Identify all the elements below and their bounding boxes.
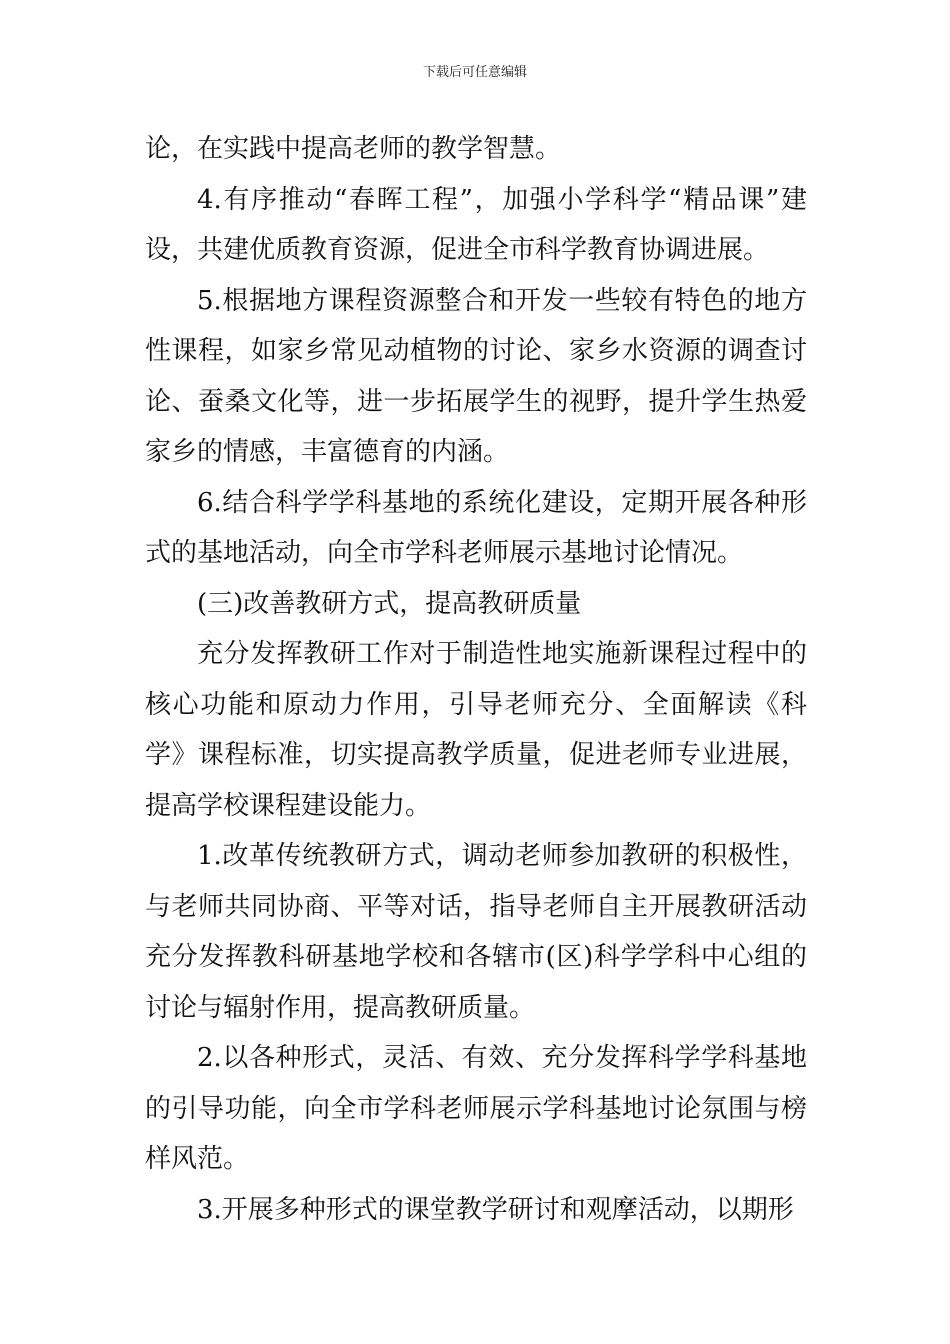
paragraph-intro: 充分发挥教研工作对于制造性地实施新课程过程中的核心功能和原动力作用，引导老师充分、全面解读《科学》课程标准，切实提高教学质量，促进老师专业进展，提高学校课程建设能力。 bbox=[145, 639, 807, 821]
page-header: 下载后可任意编辑 bbox=[422, 65, 527, 80]
paragraph-continuation: 论，在实践中提高老师的教学智慧。 bbox=[145, 134, 562, 164]
paragraph-item-5: 5.根据地方课程资源整合和开发一些较有特色的地方性课程，如家乡常见动植物的讨论、家乡水资源的调查讨论、蚕桑文化等，进一步拓展学生的视野，提升学生热爱家乡的情感，丰富德育的内涵。 bbox=[145, 285, 807, 467]
body-text bbox=[145, 124, 807, 1235]
section-heading: (三)改善教研方式，提高教研质量 bbox=[197, 588, 582, 619]
paragraph-item-4: 4.有序推动“春晖工程”，加强小学科学“精品课”建设，共建优质教育资源，促进全市科学教育协调进展。 bbox=[145, 184, 807, 265]
paragraph-item-2: 2.以各种形式，灵活、有效、充分发挥科学学科基地的引导功能，向全市学科老师展示学科基地讨论氛围与榜样风范。 bbox=[145, 1043, 807, 1174]
paragraph-item-3: 3.开展多种形式的课堂教学研讨和观摩活动，以期形 bbox=[197, 1194, 794, 1225]
paragraph-item-1: 1.改革传统教研方式，调动老师参加教研的积极性，与老师共同协商、平等对话，指导老师自主开展教研活动充分发挥教科研基地学校和各辖市(区)科学学科中心组的讨论与辐射作用，提高教研质量。 bbox=[145, 841, 807, 1023]
paragraph-item-6: 6.结合科学学科基地的系统化建设，定期开展各种形式的基地活动，向全市学科老师展示基地讨论情况。 bbox=[145, 487, 807, 568]
